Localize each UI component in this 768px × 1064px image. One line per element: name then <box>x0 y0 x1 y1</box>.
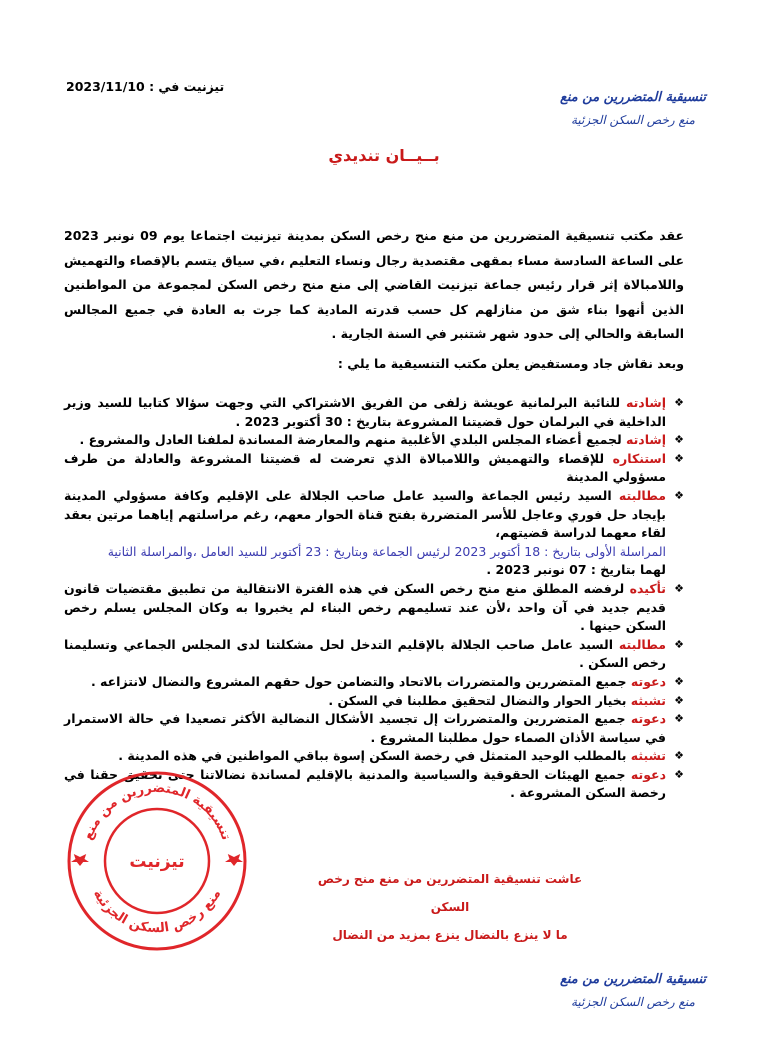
stamp-center-text: تيزنيت <box>129 852 185 872</box>
decision-item <box>64 673 684 692</box>
footer-org-line2: منع رخص السكن الجزئية <box>570 995 695 1009</box>
closing-slogans <box>310 865 590 949</box>
decision-keyword: مطالبته <box>618 636 666 652</box>
official-stamp <box>66 770 248 952</box>
decision-text: جميع الهيئات الحقوقية والسياسية والمدنية بالإقليم لمساندة نضالاتنا حتى تحقيق حقنا في رخصة السكن المشروعة . <box>64 766 666 801</box>
decision-text: جميع المتضررين والمتضررات إل تجسيد الأشكال النضالية الأكثر تصعيدا في حالة الاستمرار في سياسة الأذان الصماء حول مطلبنا المشروع . <box>64 711 666 745</box>
decision-keyword: إشادته <box>626 395 666 410</box>
decision-text: للنائبة البرلمانية عويشة زلفى من الفريق الاشتراكي التي وجهت سؤالا كتابيا للسيد وزير الداخلية في البرلمان حول قضيتنا المشروعة بتاريخ : 30 أكتوبر 2023 . <box>64 395 666 429</box>
decision-item <box>64 580 684 636</box>
header-org-line2: منع رخص السكن الجزئية <box>570 113 695 127</box>
closing-line2: ما لا ينزع بالنضال ينزع بمزيد من النضال <box>332 928 568 942</box>
decision-text: بالمطلب الوحيد المتمثل في رخصة السكن إسوة بباقي المواطنين في هذه المدينة . <box>118 748 631 764</box>
decision-item <box>64 487 684 580</box>
stamp-ring-bottom-text: منع رخص السكن الجزئية <box>89 887 225 937</box>
decision-text: لرفضه المطلق منع منح رخص السكن في هذه الفترة الانتقالية من تطبيق مقتضيات قانون قديم جديد في آن واحد ،لأن عند تسليمهم رخص البناء لم يخبروا به وكان المجلس يسلم رخص السكن حينها . <box>64 580 666 634</box>
decision-keyword: استنكاره <box>612 450 666 466</box>
decision-item <box>64 431 684 450</box>
footer-organization <box>560 972 706 1009</box>
decision-keyword: تأكيده <box>629 580 666 596</box>
decision-text: السيد عامل صاحب الجلالة بالإقليم التدخل لحل مشكلتنا لدى المجلس الجماعي وتسليمنا رخص السكن . <box>64 636 666 671</box>
decision-item <box>64 394 684 431</box>
decision-keyword: دعوته <box>630 766 666 782</box>
decision-text: لجميع أعضاء المجلس البلدي الأغلبية منهم والمعارضة المساندة لملفنا العادل والمشروع . <box>79 432 627 448</box>
decision-text: بخيار الحوار والنضال لتحقيق مطلبنا في السكن . <box>328 692 631 708</box>
decisions-list <box>64 394 684 803</box>
closing-line1: عاشت تنسيقية المتضررين من منع منح رخص السكن <box>317 872 583 914</box>
decision-keyword: تشبثه <box>630 692 666 708</box>
decision-keyword: دعوته <box>630 673 666 689</box>
decision-subnote-2: لهما بتاريخ : 07 نونبر 2023 . <box>486 562 666 578</box>
decision-keyword: تشبثه <box>630 748 666 764</box>
intro-paragraph <box>64 224 684 347</box>
intro-text: عقد مكتب تنسيقية المتضررين من منع منح رخص السكن بمدينة تيزنيت اجتماعا يوم 09 نونبر 2023 على الساعة السادسة مساء بمقهى مقتصدية رجال ونساء التعليم ،في سياق يتسم بالإقصاء والتهميش واللامبالاة إثر قرار رئيس جماعة تيزنيت القاضي إلى منع منح رخص السكن لمجموعة من المواطنين الذين أنهوا بناء شق من منازلهم كل حسب قدرته المادية كما جرت به العادة في جميع المجالس السابقة والحالي إلى حدود شهر شتنبر في السنة الجارية . <box>64 228 684 341</box>
footer-org-line1: تنسيقية المتضررين من منع <box>559 972 706 987</box>
decision-text: للإقصاء والتهميش واللامبالاة الذي تعرضت له قضيتنا المشروعة والعادلة من طرف مسؤولي المدينة <box>64 450 666 485</box>
decisions-lead: وبعد نقاش جاد ومستفيض يعلن مكتب التنسيقية ما يلي : <box>337 356 684 371</box>
decision-text: السيد رئيس الجماعة والسيد عامل صاحب الجلالة على الإقليم وكافة مسؤولي المدينة بإيجاد حل فوري وعاجل للأسر المتضررة بفتح قناة الحوار معهم، رغم مراسلتهم إياهما مرتين بعقد لقاء معهما لدراسة قضيتهم، <box>64 487 666 541</box>
stamp-ring-top-text: تنسيقية المتضررين من منع <box>80 780 234 843</box>
header-org-line1: تنسيقية المتضررين من منع <box>559 90 706 105</box>
decision-text: جميع المتضررين والمتضررات بالاتحاد والتضامن حول حقهم المشروع والنضال لانتزاعه . <box>90 673 631 689</box>
decision-item <box>64 710 684 747</box>
stamp-star-icon <box>71 854 89 866</box>
decision-item <box>64 636 684 673</box>
decision-keyword: إشادته <box>626 432 666 448</box>
decision-item <box>64 692 684 711</box>
document-title: بــيــان تنديدي <box>328 146 440 165</box>
stamp-star-icon <box>225 854 243 866</box>
decision-keyword: مطالبته <box>618 487 666 503</box>
header-organization <box>560 90 706 127</box>
document-date: تيزنيت في : 2023/11/10 <box>66 79 225 94</box>
decision-item <box>64 747 684 766</box>
decision-keyword: دعوته <box>630 711 666 727</box>
decision-subnote: المراسلة الأولى بتاريخ : 18 أكتوبر 2023 لرئيس الجماعة وبتاريخ : 23 أكتوبر للسيد العامل ،والمراسلة الثانية <box>107 543 666 559</box>
decision-item <box>64 450 684 487</box>
